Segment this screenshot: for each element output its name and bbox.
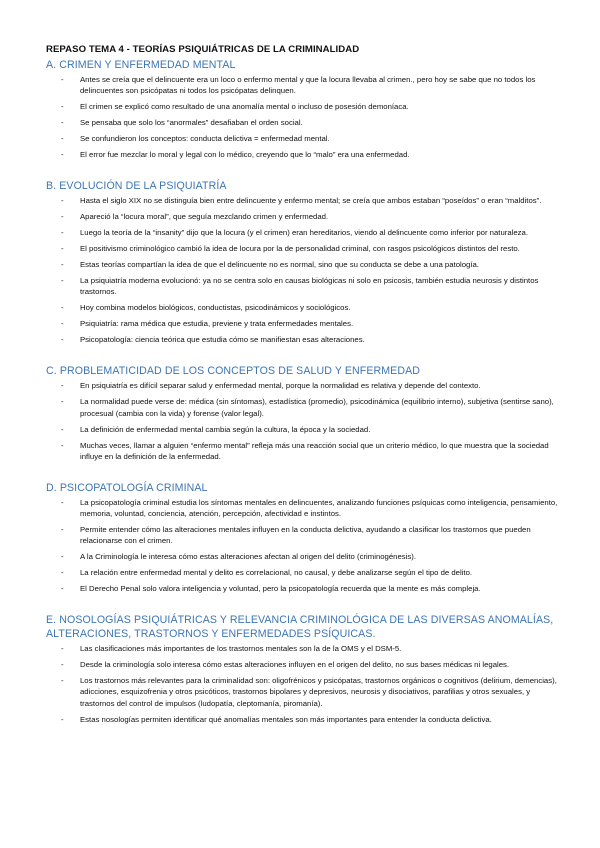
- bullet-dash: -: [61, 644, 64, 654]
- list-item: [46, 440, 560, 462]
- bullet-dash: -: [61, 75, 64, 84]
- list-item: [46, 117, 560, 128]
- list-item-text: La relación entre enfermedad mental y delito es correlacional, no causal, y debe analizarse según el tipo de delito.: [80, 568, 473, 578]
- bullet-dash: -: [61, 676, 64, 686]
- list-item: [46, 227, 560, 238]
- bullet-list: [46, 74, 560, 160]
- section-b: [46, 179, 560, 364]
- list-item-text: El error fue mezclar lo moral y legal con lo médico, creyendo que lo “malo” era una enfermedad.: [80, 150, 410, 160]
- list-item-text: Hoy combina modelos biológicos, conductistas, psicodinámicos y sociológicos.: [80, 303, 351, 313]
- list-item: [46, 497, 560, 519]
- bullet-dash: -: [61, 319, 64, 329]
- bullet-dash: -: [61, 260, 64, 270]
- list-item: [46, 334, 560, 345]
- list-item: [46, 259, 560, 270]
- list-item-text: El Derecho Penal solo valora inteligencia y voluntad, pero la psicopatología recuerda que la mente es más compleja.: [80, 584, 481, 594]
- bullet-dash: -: [61, 440, 64, 450]
- list-item: [46, 396, 560, 418]
- sections-container: [46, 58, 560, 725]
- list-item: [46, 211, 560, 222]
- list-item-text: El positivismo criminológico cambió la idea de locura por la de personalidad criminal, con rasgos psicológicos distintos del resto.: [80, 244, 520, 254]
- section-e: [46, 613, 560, 725]
- list-item-text: La psiquiatría moderna evolucionó: ya no se centra solo en causas biológicas ni solo en psicosis, también estudia neurosis y distintos trastornos.: [80, 276, 539, 297]
- bullet-list: [46, 380, 560, 462]
- bullet-dash: -: [61, 525, 64, 535]
- section-spacer: [46, 467, 560, 481]
- document-title: REPASO TEMA 4 - TEORÍAS PSIQUIÁTRICAS DE LA CRIMINALIDAD: [46, 44, 360, 55]
- bullet-dash: -: [61, 303, 64, 313]
- list-item-text: La psicopatología criminal estudia los síntomas mentales en delincuentes, analizando funciones psíquicas como inteligencia, pensamiento, memoria, voluntad, conciencia, atención, percepción, afectividad e instintos.: [80, 497, 558, 519]
- bullet-dash: -: [61, 150, 64, 160]
- bullet-dash: -: [61, 584, 64, 594]
- bullet-list: [46, 195, 560, 345]
- bullet-dash: -: [61, 102, 64, 112]
- list-item: [46, 524, 560, 546]
- list-item: [46, 302, 560, 313]
- bullet-dash: -: [61, 212, 64, 222]
- list-item: [46, 424, 560, 435]
- list-item-text: Permite entender cómo las alteraciones mentales influyen en la conducta delictiva, ayudando a clasificar los trastornos que pueden relacionarse con el crimen.: [80, 525, 531, 546]
- bullet-dash: -: [61, 228, 64, 238]
- list-item: [46, 243, 560, 254]
- list-item-text: El crimen se explicó como resultado de una anomalía mental o incluso de posesión demoníaca.: [80, 102, 409, 112]
- list-item: [46, 659, 560, 670]
- bullet-dash: -: [61, 118, 64, 128]
- section-heading: E. NOSOLOGÍAS PSIQUIÁTRICAS Y RELEVANCIA CRIMINOLÓGICA DE LAS DIVERSAS ANOMALÍAS, ALTERACIONES, TRASTORNOS Y ENFERMEDADES PSÍQUICAS.: [46, 614, 554, 641]
- list-item-text: Apareció la “locura moral”, que seguía mezclando crimen y enfermedad.: [80, 212, 329, 222]
- list-item: [46, 567, 560, 578]
- list-item: [46, 675, 560, 709]
- bullet-dash: -: [61, 276, 64, 286]
- list-item-text: Se pensaba que solo los “anormales” desafiaban el orden social.: [80, 118, 303, 128]
- bullet-dash: -: [61, 552, 64, 562]
- bullet-list: [46, 643, 560, 725]
- section-spacer: [46, 350, 560, 364]
- section-d: [46, 481, 560, 613]
- list-item: [46, 74, 560, 96]
- list-item-text: Psicopatología: ciencia teórica que estudia cómo se manifiestan esas alteraciones.: [80, 335, 365, 345]
- list-item-text: Antes se creía que el delincuente era un loco o enfermo mental y que la locura llevaba al crimen., pero hoy se sabe que no todos los delincuentes son psicópatas ni todos los psicópatas delinquen.: [80, 75, 536, 96]
- list-item-text: Estas nosologías permiten identificar qué anomalías mentales son más importantes para entender la conducta delictiva.: [80, 714, 492, 724]
- bullet-dash: -: [61, 397, 64, 407]
- section-c: [46, 364, 560, 480]
- bullet-dash: -: [61, 244, 64, 254]
- list-item-text: Hasta el siglo XIX no se distinguía bien entre delincuente y enfermo mental; se creía que ambos estaban “poseídos” o eran “malditos”.: [80, 196, 542, 206]
- bullet-dash: -: [61, 134, 64, 144]
- bullet-dash: -: [61, 568, 64, 578]
- bullet-dash: -: [61, 335, 64, 345]
- list-item-text: Las clasificaciones más importantes de los trastornos mentales son la de la OMS y el DSM-5.: [80, 644, 402, 654]
- list-item: [46, 133, 560, 144]
- section-spacer: [46, 599, 560, 613]
- list-item-text: Los trastornos más relevantes para la criminalidad son: oligofrénicos y psicópatas, trastornos orgánicos o cognitivos (delirium, demencias), adicciones, esquizofrenia y otros psicóticos, trastornos bipolares y depresivos, neurosis y disociativos, parafilias y otros sexuales, y trastornos del control de impulsos (ludopatía, cleptomanía, piromanía).: [80, 676, 557, 708]
- list-item-text: Muchas veces, llamar a alguien “enfermo mental” refleja más una reacción social que un criterio médico, lo que muestra que la sociedad influye en la definición de la enfermedad.: [80, 440, 549, 461]
- section-heading: D. PSICOPATOLOGÍA CRIMINAL: [46, 481, 208, 494]
- list-item: [46, 275, 560, 297]
- bullet-dash: -: [61, 660, 64, 670]
- list-item-text: Se confundieron los conceptos: conducta delictiva = enfermedad mental.: [80, 134, 330, 144]
- section-heading: A. CRIMEN Y ENFERMEDAD MENTAL: [46, 59, 236, 71]
- list-item: [46, 101, 560, 112]
- list-item-text: Psiquiatría: rama médica que estudia, previene y trata enfermedades mentales.: [80, 319, 354, 329]
- list-item: [46, 318, 560, 329]
- section-heading: C. PROBLEMATICIDAD DE LOS CONCEPTOS DE SALUD Y ENFERMEDAD: [46, 365, 421, 378]
- list-item: [46, 583, 560, 594]
- list-item: [46, 195, 560, 206]
- bullet-list: [46, 497, 560, 595]
- list-item: [46, 714, 560, 725]
- list-item-text: La normalidad puede verse de: médica (sin síntomas), estadística (promedio), psicodinámica (equilibrio interno), subjetiva (sentirse sano), procesual (cambia con la vida) y forense (valor legal).: [80, 397, 554, 418]
- bullet-dash: -: [61, 381, 64, 391]
- bullet-dash: -: [61, 497, 64, 507]
- list-item: [46, 149, 560, 160]
- list-item: [46, 551, 560, 562]
- section-a: [46, 58, 560, 179]
- section-heading: B. EVOLUCIÓN DE LA PSIQUIATRÍA: [46, 180, 227, 193]
- bullet-dash: -: [61, 424, 64, 434]
- list-item: [46, 380, 560, 391]
- bullet-dash: -: [61, 714, 64, 724]
- list-item-text: Desde la criminología solo interesa cómo estas alteraciones influyen en el origen del delito, no sus bases médicas ni legales.: [80, 660, 510, 670]
- list-item: [46, 643, 560, 654]
- list-item-text: Luego la teoría de la “insanity” dijo que la locura (y el crimen) eran hereditarios, viendo al delincuente como inferior por naturaleza.: [80, 228, 529, 238]
- list-item-text: Estas teorías compartían la idea de que el delincuente no es normal, sino que su conducta se debe a una patología.: [80, 260, 479, 270]
- list-item-text: La definición de enfermedad mental cambia según la cultura, la época y la sociedad.: [80, 424, 371, 434]
- list-item-text: A la Criminología le interesa cómo estas alteraciones afectan al origen del delito (criminogénesis).: [80, 552, 417, 562]
- list-item-text: En psiquiatría es difícil separar salud y enfermedad mental, porque la normalidad es relativa y depende del contexto.: [80, 381, 481, 391]
- section-spacer: [46, 165, 560, 179]
- bullet-dash: -: [61, 196, 64, 206]
